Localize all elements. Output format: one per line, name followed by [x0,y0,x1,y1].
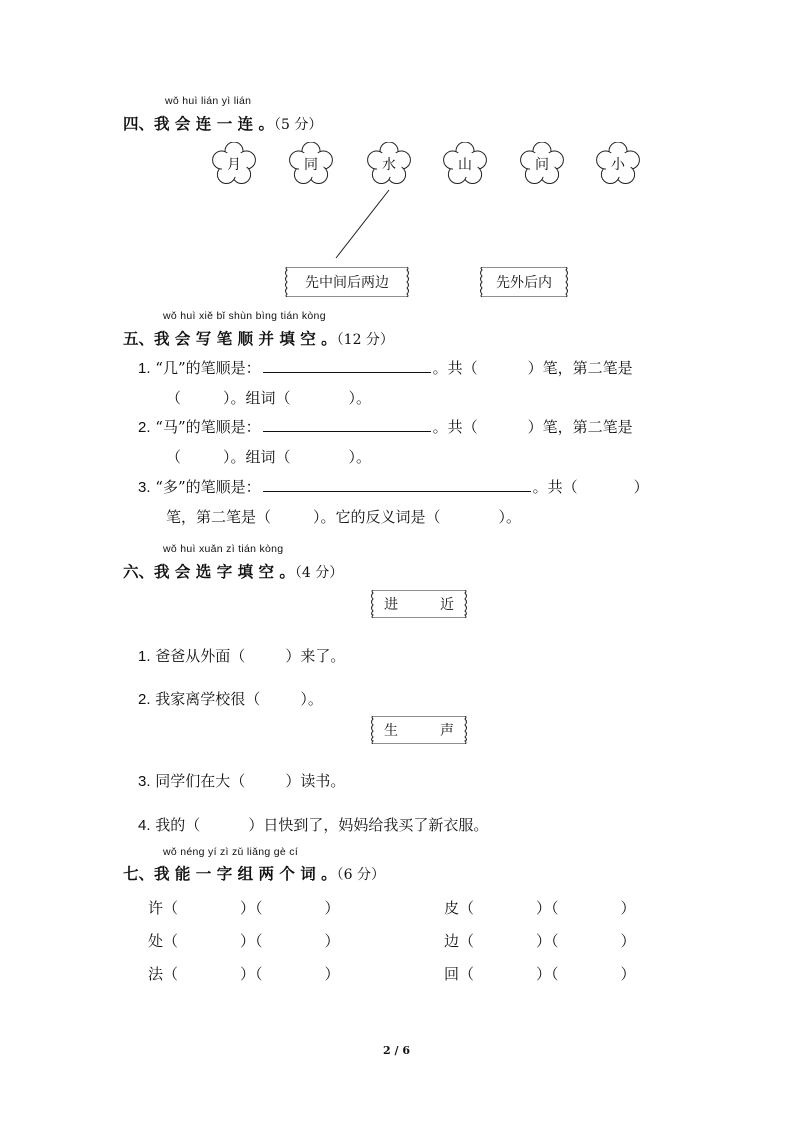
s5-q2-num: 2. [138,419,151,436]
s5-q2-line2b: ）。组词（ [223,448,291,466]
section7-score: （6 分） [336,867,386,883]
paren-open: （ [459,932,475,950]
flower-label: 问 [535,157,549,173]
s5-q1-mid: 。共（ [432,359,478,377]
flower-label: 月 [227,157,241,173]
s6-q3 [138,770,345,791]
paren-mid: ）（ [240,932,263,950]
flower-char-1[interactable] [212,142,256,186]
paren-open: （ [459,899,475,917]
s5-q3-stroke-blank[interactable] [263,477,531,492]
word-group-row [148,930,340,951]
flower-char-2[interactable] [289,142,333,186]
choice-box-2 [369,716,469,744]
s5-q2-line2 [166,446,371,467]
s5-q3-line1 [138,476,649,497]
s5-q1-line1 [138,357,633,378]
paren-open: （ [163,932,179,950]
section5-pinyin: wǒ huì xiě bǐ shùn bìng tián kòng [163,310,326,322]
s6-q2-num: 2. [138,691,151,708]
section6-heading [123,560,343,582]
section7-pinyin: wǒ néng yí zì zǔ liǎng gè cí [163,846,299,858]
paren-mid: ）（ [536,899,559,917]
s5-q1-line2 [166,387,371,408]
paren-close: ） [620,899,636,917]
paren-close: ） [620,965,636,983]
s6-q1-num: 1. [138,648,151,665]
s5-q3-line2a: 笔，第二笔是（ [166,508,272,526]
s6-q1-a: 爸爸从外面（ [155,647,246,665]
s6-q1-b: ）来了。 [285,647,346,665]
page-number: 2 / 6 [383,1044,410,1057]
s6-q4 [138,814,488,835]
paren-close: ） [324,965,340,983]
word-group-char: 边 [444,932,460,950]
section5-heading [123,327,394,349]
s5-q3-mid2: ） [633,478,649,496]
paren-mid: ）（ [536,932,559,950]
flower-label: 同 [304,157,318,173]
word-group-char: 回 [444,965,460,983]
s5-q2-line2c: ）。 [348,448,372,466]
s6-q2-a: 我家离学校很（ [155,690,261,708]
s6-q1 [138,645,345,666]
flower-label: 小 [611,157,625,173]
paren-close: ） [324,932,340,950]
s5-q2-line2a: （ [166,448,182,466]
s6-q3-a: 同学们在大（ [155,772,246,790]
s5-q2-mid2: ）笔，第二笔是 [527,418,633,436]
section5-score: （12 分） [336,332,394,348]
choice-char-sheng-voice: 声 [440,723,454,739]
s5-q2-stroke-blank[interactable] [263,417,431,432]
paren-open: （ [459,965,475,983]
flower-char-4[interactable] [443,142,487,186]
flower-label: 山 [458,157,472,173]
s5-q3-line2b: ）。它的反义词是（ [313,508,441,526]
s5-q3-line2c: ）。 [498,508,522,526]
flower-char-6[interactable] [596,142,640,186]
section4-pinyin: wǒ huì lián yì lián [165,95,252,107]
s6-q3-b: ）读书。 [285,772,346,790]
word-group-char: 处 [148,932,164,950]
s6-q4-a: 我的（ [155,816,201,834]
s5-q1-line2a: （ [166,389,182,407]
rule-label-1: 先中间后两边 [305,275,389,291]
word-group-char: 法 [148,965,164,983]
choice-char-jin1: 进 [384,597,398,613]
word-group-row [444,963,636,984]
s5-q2-prefix: “马”的笔顺是： [155,418,261,436]
section7-title: 七、我 能 一 字 组 两 个 词 。 [123,864,337,883]
s5-q1-num: 1. [138,360,151,377]
section4-score: （5 分） [273,117,323,133]
s6-q3-num: 3. [138,773,151,790]
s5-q2-line1 [138,416,633,437]
s5-q3-line2 [166,506,521,527]
flower-char-5[interactable] [520,142,564,186]
paren-mid: ）（ [536,965,559,983]
choice-char-jin4: 近 [440,597,454,613]
section7-heading [123,862,385,884]
choice-box-1 [369,590,469,618]
word-group-row [148,897,340,918]
s5-q1-line2b: ）。组词（ [223,389,291,407]
s5-q3-prefix: “多”的笔顺是： [155,478,261,496]
paren-mid: ）（ [240,899,263,917]
flower-label: 水 [382,157,396,173]
section6-title: 六、我 会 选 字 填 空 。 [123,562,295,581]
word-group-char: 皮 [444,899,460,917]
paren-mid: ）（ [240,965,263,983]
paren-close: ） [324,899,340,917]
s6-q4-b: ）日快到了，妈妈给我买了新衣服。 [248,816,489,834]
paren-open: （ [163,899,179,917]
s5-q1-prefix: “几”的笔顺是： [155,359,261,377]
choice-char-sheng1: 生 [384,723,398,739]
s5-q1-mid2: ）笔，第二笔是 [527,359,633,377]
section4-title: 四、我 会 连 一 连 。 [123,114,274,133]
s5-q2-mid: 。共（ [432,418,478,436]
choice-box-1-chars [384,594,454,614]
choice-box-2-chars [384,720,454,740]
s6-q2-b: ）。 [300,690,323,708]
s6-q2 [138,688,323,709]
word-group-row [444,897,636,918]
rule-box-1[interactable] [283,267,411,297]
section6-pinyin: wǒ huì xuǎn zì tián kòng [163,543,284,555]
section6-score: （4 分） [294,565,344,581]
s6-q4-num: 4. [138,817,151,834]
section5-title: 五、我 会 写 笔 顺 并 填 空 。 [123,329,337,348]
paren-close: ） [620,932,636,950]
rule-label-2: 先外后内 [496,275,552,291]
s5-q1-line2c: ）。 [348,389,372,407]
s5-q3-num: 3. [138,479,151,496]
s5-q3-mid: 。共（ [532,478,578,496]
word-group-row [148,963,340,984]
word-group-row [444,930,636,951]
rule-box-2[interactable] [478,267,570,297]
paren-open: （ [163,965,179,983]
s5-q1-stroke-blank[interactable] [263,358,431,373]
flower-char-3[interactable] [367,142,411,186]
word-group-char: 许 [148,899,164,917]
